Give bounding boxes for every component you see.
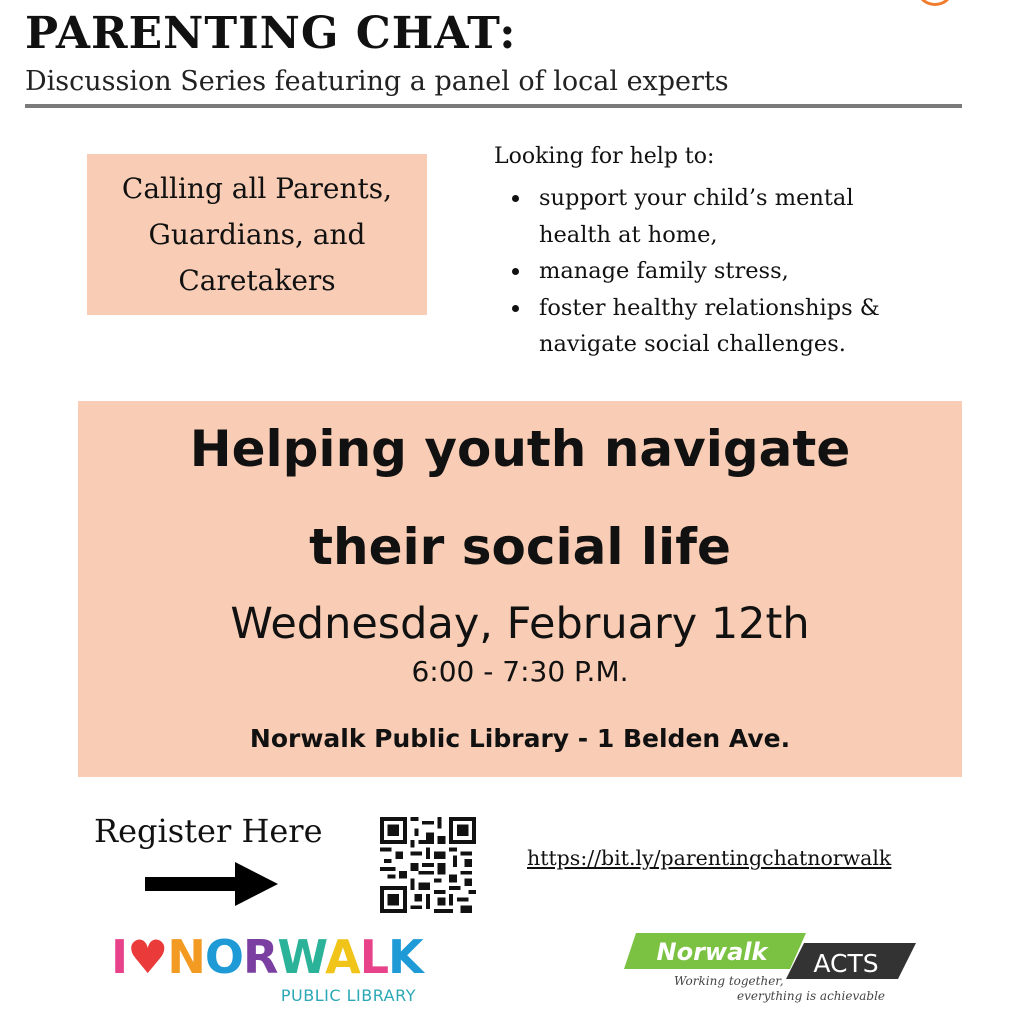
logo-letter: R	[242, 930, 278, 984]
callout-line: Guardians, and	[148, 217, 366, 251]
acts-logo-left-text: Norwalk	[656, 938, 768, 966]
event-time: 6:00 - 7:30 P.M.	[411, 655, 629, 688]
callout-line: Calling all Parents,	[121, 171, 393, 205]
help-heading: Looking for help to:	[494, 144, 715, 169]
heart-icon: ♥	[127, 930, 168, 984]
list-item: support your child’s mental health at home,	[494, 180, 964, 253]
logo-letter: L	[359, 930, 389, 984]
logo-letter: N	[167, 930, 205, 984]
help-list	[494, 180, 964, 363]
acts-logo-right-text: ACTS	[813, 949, 879, 978]
library-logo-subtitle: PUBLIC LIBRARY	[280, 986, 416, 1005]
qr-code-icon[interactable]	[380, 817, 476, 913]
register-label: Register Here	[94, 812, 323, 850]
arrow-right-icon	[145, 862, 278, 906]
event-title-line2: their social life	[309, 518, 731, 576]
event-title-line1: Helping youth navigate	[189, 420, 851, 478]
event-date: Wednesday, February 12th	[230, 599, 810, 649]
event-location: Norwalk Public Library - 1 Belden Ave.	[249, 724, 791, 753]
audience-callout	[87, 154, 427, 315]
bullet-icon	[512, 195, 519, 202]
bullet-icon	[512, 268, 519, 275]
title-divider	[25, 104, 962, 108]
page-subtitle: Discussion Series featuring a panel of local experts	[25, 66, 729, 97]
norwalk-acts-logo	[624, 933, 916, 979]
logo-letter: K	[388, 930, 423, 984]
list-item: manage family stress,	[494, 253, 964, 290]
logo-letter: O	[204, 930, 243, 984]
library-logo	[111, 930, 423, 984]
bullet-icon	[512, 305, 519, 312]
page-title: PARENTING CHAT:	[25, 8, 517, 59]
callout-line: Caretakers	[178, 263, 336, 297]
acts-tagline: Working together, everything is achievable	[674, 974, 886, 1003]
corner-decoration	[918, 0, 952, 6]
registration-link[interactable]: https://bit.ly/parentingchatnorwalk	[527, 846, 892, 870]
logo-letter: I	[111, 930, 128, 984]
list-item: foster healthy relationships & navigate social challenges.	[494, 290, 964, 363]
logo-letter: W	[277, 930, 326, 984]
logo-letter: A	[325, 930, 360, 984]
